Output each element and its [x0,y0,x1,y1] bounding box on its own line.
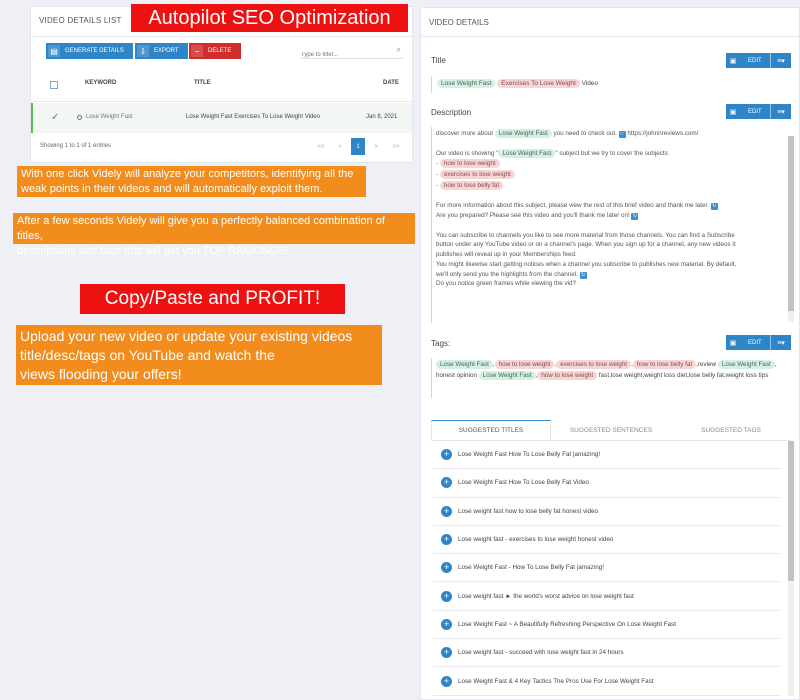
keyword-tag: Lose Weight Fast [498,149,555,158]
divider [31,101,412,102]
keyword-tag: how to lose weight [440,159,500,168]
filter-field [301,43,403,59]
keyword-tag: Lose Weight Fast [437,79,495,88]
copy-paste-banner: Copy/Paste and PROFIT! [80,284,345,314]
description-scrollbar[interactable] [788,136,794,322]
upload-callout [16,325,382,385]
scrollbar-thumb[interactable] [788,136,794,311]
plus-icon[interactable]: + [441,449,452,460]
select-all-checkbox[interactable] [50,81,58,89]
list-item[interactable] [433,582,781,610]
keyword-tag: how to lose belly fat [633,360,696,369]
desc-line [436,149,781,159]
pointing-hand-icon: ☞ [619,131,625,137]
plus-icon[interactable]: + [441,534,452,545]
suggested-title: Lose weight fast ► the world's worst advice on lose weight fast [458,592,634,600]
edit-label: EDIT [748,339,762,346]
list-item[interactable] [433,526,781,554]
document-icon: ▤ [48,45,60,57]
row-date: Jan 8, 2021 [366,114,398,120]
plus-icon[interactable]: + [441,506,452,517]
desc-line [436,129,781,139]
suggested-title: Lose Weight Fast - How To Lose Belly Fat |amazing! [458,564,604,572]
list-item[interactable] [433,441,781,469]
analyze-line-2: weak points in their videos and will automatically exploit them. [21,183,323,195]
tag-text: fast,lose weight,weight loss diet,lose belly [598,372,716,380]
tab-suggested-tags[interactable]: SUGGESTED TAGS [701,426,761,434]
export-label: EXPORT [154,48,179,54]
suggested-title: Lose Weight Fast How To Lose Belly Fat Video [458,479,589,487]
keyword-tag: Lose Weight Fast [479,371,536,380]
desc-line: - exercises to lose weight [436,170,781,180]
panel-title: VIDEO DETAILS LIST [39,16,122,25]
desc-line: You can subscribe to channels you like to see more material from those channels. You can find a Subscribe [436,231,735,239]
upload-line-1: Upload your new video or update your existing videos [20,328,353,344]
desc-text: Are you prepared? Please see this video and you'll thank me later on! [436,212,630,219]
tab-suggested-titles[interactable]: SUGGESTED TITLES [431,420,551,440]
search-icon[interactable]: ⌕ [396,45,401,54]
tags-edit-button[interactable] [726,335,791,350]
keyword-tag: Lose Weight Fast [718,360,775,369]
suggestions-scrollbar[interactable] [788,441,794,696]
tags-field[interactable]: Lose Weight Fast , how to lose weight exercises to lose weight , how to lose belly fat ,review Lose Weight Fast , honest opinion Lose Weight Fast how to lose weight fast,lose weight,weight loss diet,lose belly fat,weight loss tips [431,358,791,398]
entries-info: Showing 1 to 1 of 1 entries [40,143,112,149]
refresh-icon: ↻ [581,271,586,278]
plus-icon[interactable]: + [441,562,452,573]
list-item[interactable] [433,611,781,639]
suggested-title: Lose Weight Fast How To Lose Belly Fat |amazing! [458,451,601,459]
tag-text: fat,weight loss tips [716,372,769,380]
rankings-callout [13,213,415,257]
desc-line: - how to lose belly fat [436,181,781,191]
export-button[interactable] [135,43,188,59]
suggested-title: Lose Weight Fast & 4 Key Tactics The Pros Use For Lose Weight Fast [458,677,654,685]
plus-icon[interactable]: + [441,591,452,602]
title-label: Title [431,56,446,65]
delete-button[interactable] [189,43,241,59]
desc-text: you need to check out. [553,130,617,137]
keyword-tag: Exercises To Lose Weight [497,79,580,88]
pager-first[interactable]: << [317,143,325,150]
tag-text: ,review [696,361,717,368]
desc-blank [436,221,781,231]
suggestions-tabs [431,420,791,440]
minus-icon: − [191,45,203,57]
edit-label: EDIT [748,108,762,115]
desc-blank [436,192,781,202]
radio-dot-icon [77,115,82,120]
delete-label: DELETE [208,48,232,54]
column-header-keyword[interactable]: KEYWORD [85,80,117,86]
title-field[interactable] [431,76,791,93]
plus-icon[interactable]: + [441,647,452,658]
desc-line: Do you notice green frames while viewing the vid? [436,280,577,288]
pager-page-1[interactable]: 1 [351,138,365,155]
divider [31,36,412,37]
column-header-date[interactable]: DATE [383,80,399,86]
upload-line-3: views flooding your offers! [20,366,182,382]
suggested-title: Lose Weight Fast ~ A Beautifully Refreshing Perspective On Lose Weight Fast [458,620,676,628]
list-item[interactable] [433,667,781,695]
analyze-line-1: With one click Videly will analyze your competitors, identifying all the [21,168,354,180]
keyword-tag: how to lose belly fat [440,181,503,190]
table-row[interactable] [31,103,412,133]
desc-line [436,211,781,221]
generate-details-button[interactable] [46,43,133,59]
suggested-title: Lose weight fast how to lose belly fat honest video [458,507,599,515]
desc-text: discover more about [436,130,494,137]
generate-details-label: GENERATE DETAILS [65,48,124,54]
title-edit-button[interactable] [726,53,791,68]
menu-dropdown-icon[interactable]: ≡▾ [770,53,791,68]
desc-blank [436,139,781,149]
rankings-line-1: After a few seconds Videly will give you a perfectly balanced combination of titles, [17,215,385,242]
desc-line: publishes will reveal up in your Memberships feed. [436,251,577,258]
keyword-tag: how to lose weight [537,371,597,380]
upload-line-2: title/desc/tags on YouTube and watch the [20,347,275,363]
pager-next[interactable]: > [374,143,378,150]
list-item[interactable] [433,469,781,497]
pager-prev[interactable]: < [338,143,342,150]
clipboard-icon: ▣ [729,339,737,347]
video-details-panel [420,7,800,700]
desc-line [436,201,781,211]
checkmark-icon[interactable]: ✓ [51,112,60,123]
clipboard-icon: ▣ [729,57,737,65]
list-item[interactable] [433,554,781,582]
menu-dropdown-icon[interactable]: ≡▾ [770,104,791,119]
desc-line: button under any YouTube video or on a channel's page. When you sign up for a channel, any new videos it [436,241,736,249]
row-keyword: Lose Weight Fast [86,114,133,120]
tags-label: Tags: [431,339,451,348]
list-item[interactable] [433,639,781,667]
tab-suggested-sentences[interactable]: SUGGESTED SENTENCES [569,426,653,434]
suggested-title: Lose weight fast - exercises to lose weight honest video [458,536,614,544]
suggested-titles-list [433,441,781,696]
row-title: Lose Weight Fast Exercises To Lose Weight Video [186,114,320,120]
refresh-icon: ↻ [712,203,717,210]
download-icon: ⇩ [137,45,149,57]
tag-text: , honest opinion [436,361,777,380]
column-header-title[interactable]: TITLE [194,80,211,86]
keyword-tag: exercises to lose weight [440,170,515,179]
plus-icon[interactable]: + [441,477,452,488]
title-text: Video [581,80,599,87]
menu-dropdown-icon[interactable]: ≡▾ [770,335,791,350]
plus-icon[interactable]: + [441,676,452,687]
desc-text: For more information about this subject, please view the rest of this brief video and thank me later. [436,202,710,210]
suggested-title: Lose weight fast - succeed with lose weight fast in 24 hours [458,649,624,657]
autopilot-banner: Autopilot SEO Optimization [131,4,408,32]
desc-text: Our video is showing " [436,149,499,157]
list-item[interactable] [433,498,781,526]
description-label: Description [431,108,472,117]
panel-title: VIDEO DETAILS [429,18,489,27]
plus-icon[interactable]: + [441,619,452,630]
pager-last[interactable]: >> [392,143,400,150]
keyword-tag: Lose Weight Fast [495,129,552,138]
desc-line [436,270,781,280]
keyword-tag: how to lose weight [495,360,555,369]
keyword-tag: exercises to lose weight [556,360,631,369]
desc-line: - how to lose weight [436,159,781,169]
description-field[interactable] [431,127,791,323]
rankings-line-2: descriptions and tags that will get you TOP RANKINGS! [17,245,289,257]
desc-text: we'll only send you the highlights from the channel. [436,270,578,278]
keyword-tag: Lose Weight Fast [436,360,493,369]
desc-text: " subject but we try to cover the subjects [555,149,668,157]
refresh-icon: ↻ [632,213,638,219]
analyze-callout [17,166,366,197]
scrollbar-thumb[interactable] [788,441,794,581]
divider [421,36,799,37]
desc-line: You might likewise start getting notices when a channel you subscribe to publishes new material. By default, [436,260,737,268]
desc-url: https://johnnreviews.com/ [627,130,699,137]
edit-label: EDIT [748,57,762,64]
filter-input[interactable] [301,48,387,62]
description-edit-button[interactable] [726,104,791,119]
clipboard-icon: ▣ [729,108,737,116]
